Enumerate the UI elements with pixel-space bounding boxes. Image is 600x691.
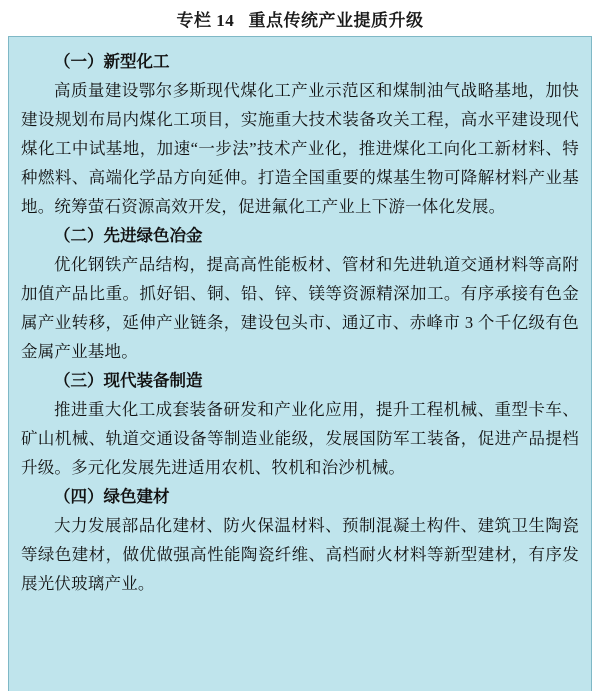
- section-heading-3: （三）现代装备制造: [54, 371, 203, 390]
- section-heading-4: （四）绿色建材: [54, 487, 170, 506]
- section-heading-1: （一）新型化工: [54, 52, 170, 71]
- section-body-1: 高质量建设鄂尔多斯现代煤化工产业示范区和煤制油气战略基地，加快建设规划布局内煤化工项目，实施重大技术装备攻关工程，高水平建设现代煤化工中试基地，加速“一步法”技术产业化，推进煤化工向化工新材料、特种燃料、高端化学品方向延伸。打造全国重要的煤基生物可降解材料产业基地。统筹萤石资源高效开发，促进氟化工产业上下游一体化发展。: [21, 81, 579, 216]
- section-body-4: 大力发展部品化建材、防火保温材料、预制混凝土构件、建筑卫生陶瓷等绿色建材，做优做强高性能陶瓷纤维、高档耐火材料等新型建材，有序发展光伏玻璃产业。: [21, 516, 579, 593]
- panel-body: [8, 36, 592, 691]
- panel-title-bar: [0, 0, 600, 36]
- section-heading-2: （二）先进绿色冶金: [54, 226, 203, 245]
- page-title: 专栏 14 重点传统产业提质升级: [176, 10, 424, 30]
- section-body-2: 优化钢铁产品结构，提高高性能板材、管材和先进轨道交通材料等高附加值产品比重。抓好铝、铜、铅、锌、镁等资源精深加工。有序承接有色金属产业转移，延伸产业链条，建设包头市、通辽市、赤峰市 3 个千亿级有色金属产业基地。: [21, 255, 579, 361]
- section-body-3: 推进重大化工成套装备研发和产业化应用，提升工程机械、重型卡车、矿山机械、轨道交通设备等制造业能级，发展国防军工装备，促进产品提档升级。多元化发展先进适用农机、牧机和治沙机械。: [21, 400, 579, 477]
